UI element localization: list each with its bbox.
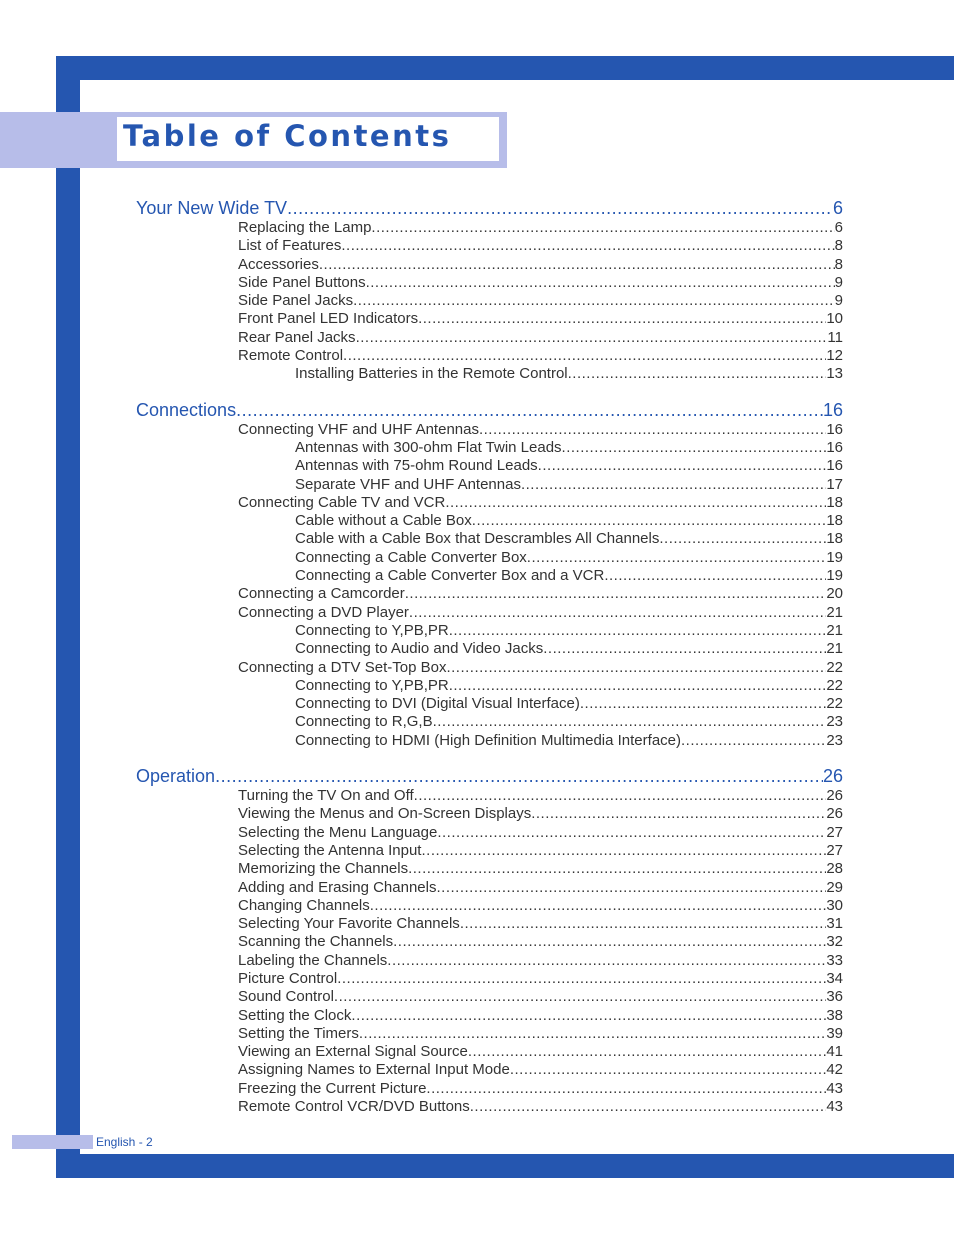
toc-entry-page: 8 bbox=[834, 255, 843, 273]
toc-entry[interactable] bbox=[136, 933, 843, 951]
dot-leader bbox=[460, 915, 827, 933]
frame-top-bar bbox=[56, 56, 954, 80]
toc-entry-page: 12 bbox=[826, 347, 843, 365]
toc-entry-page: 43 bbox=[826, 1079, 843, 1097]
dot-leader bbox=[436, 879, 826, 897]
dot-leader bbox=[426, 1080, 826, 1098]
toc-entry-page: 13 bbox=[826, 365, 843, 383]
toc-entry-label: Connecting a DVD Player bbox=[238, 603, 409, 621]
toc-entry-page: 18 bbox=[826, 493, 843, 511]
dot-leader bbox=[445, 494, 826, 512]
toc-section bbox=[136, 396, 843, 750]
dot-leader bbox=[449, 677, 827, 695]
toc-entry[interactable] bbox=[136, 439, 843, 457]
toc-entry-page: 23 bbox=[826, 713, 843, 731]
dot-leader bbox=[215, 766, 823, 787]
toc-entry[interactable] bbox=[136, 732, 843, 750]
toc-entry-page: 19 bbox=[826, 548, 843, 566]
dot-leader bbox=[421, 842, 826, 860]
toc-entry-label: Labeling the Channels bbox=[238, 951, 388, 969]
dot-leader bbox=[531, 805, 826, 823]
toc-entry-label: Viewing the Menus and On-Screen Displays bbox=[238, 805, 532, 823]
toc-entry-page: 6 bbox=[834, 219, 843, 236]
toc-entry[interactable] bbox=[136, 677, 843, 695]
dot-leader bbox=[334, 988, 826, 1006]
dot-leader bbox=[543, 640, 826, 658]
toc-entry-page: 10 bbox=[826, 310, 843, 328]
dot-leader bbox=[343, 347, 826, 365]
toc-entry[interactable] bbox=[136, 1007, 843, 1025]
toc-entry-label: Selecting Your Favorite Channels bbox=[238, 915, 460, 933]
toc-entry-page: 16 bbox=[826, 457, 843, 475]
toc-entry-label: Connecting to Audio and Video Jacks bbox=[295, 640, 544, 658]
dot-leader bbox=[366, 274, 835, 292]
toc-entry-label: Changing Channels bbox=[238, 896, 370, 914]
toc-entry-label: Connecting a Cable Converter Box and a VCR bbox=[295, 567, 605, 585]
toc-entry[interactable] bbox=[136, 713, 843, 731]
toc-entry-page: 26 bbox=[822, 766, 843, 787]
dot-leader bbox=[510, 1061, 827, 1079]
dot-leader bbox=[370, 897, 827, 915]
toc-entry-page: 31 bbox=[826, 915, 843, 933]
toc-entry[interactable] bbox=[136, 512, 843, 530]
toc-entry-label: Freezing the Current Picture bbox=[238, 1079, 427, 1097]
toc-entry-page: 11 bbox=[827, 328, 843, 346]
toc-entry-page: 30 bbox=[826, 896, 843, 914]
toc-entry-page: 38 bbox=[826, 1006, 843, 1024]
dot-leader bbox=[437, 824, 826, 842]
toc-entry-label: Antennas with 75-ohm Round Leads bbox=[295, 457, 538, 475]
toc-entry-label: Side Panel Jacks bbox=[238, 292, 354, 310]
toc-entry-label: Picture Control bbox=[238, 969, 338, 987]
toc-section-heading[interactable] bbox=[136, 396, 843, 421]
dot-leader bbox=[393, 933, 826, 951]
toc-entry-page: 16 bbox=[826, 438, 843, 456]
toc-entry-page: 21 bbox=[826, 603, 843, 621]
toc-entry[interactable] bbox=[136, 805, 843, 823]
toc-entry[interactable] bbox=[136, 219, 843, 237]
dot-leader bbox=[479, 421, 826, 439]
toc-entry[interactable] bbox=[136, 952, 843, 970]
toc-entry-page: 42 bbox=[826, 1061, 843, 1079]
toc-entry[interactable] bbox=[136, 421, 843, 439]
toc-entry-label: Adding and Erasing Channels bbox=[238, 878, 437, 896]
toc-entry-label: Remote Control VCR/DVD Buttons bbox=[238, 1098, 470, 1116]
toc-entry[interactable] bbox=[136, 567, 843, 585]
toc-entry[interactable] bbox=[136, 530, 843, 548]
frame-left-bar bbox=[56, 56, 80, 1178]
toc-entry-page: 22 bbox=[826, 676, 843, 694]
toc-entry[interactable] bbox=[136, 1043, 843, 1061]
toc-entry-label: Connecting a Camcorder bbox=[238, 585, 405, 603]
toc-entry-page: 16 bbox=[826, 420, 843, 438]
toc-entry[interactable] bbox=[136, 274, 843, 292]
dot-leader bbox=[359, 1025, 826, 1043]
dot-leader bbox=[472, 512, 827, 530]
toc-section bbox=[136, 762, 843, 1116]
toc-entry[interactable] bbox=[136, 842, 843, 860]
table-of-contents bbox=[136, 194, 843, 1128]
toc-entry[interactable] bbox=[136, 1025, 843, 1043]
toc-entry-label: Selecting the Menu Language bbox=[238, 823, 438, 841]
dot-leader bbox=[449, 622, 827, 640]
toc-entry-page: 36 bbox=[826, 988, 843, 1006]
title-box bbox=[117, 117, 499, 161]
toc-entry-page: 8 bbox=[834, 237, 843, 255]
toc-entry[interactable] bbox=[136, 494, 843, 512]
dot-leader bbox=[568, 365, 827, 383]
toc-entry-label: Connecting Cable TV and VCR bbox=[238, 493, 446, 511]
dot-leader bbox=[371, 219, 834, 237]
toc-entry-page: 41 bbox=[826, 1043, 843, 1061]
toc-entry-page: 22 bbox=[826, 695, 843, 713]
dot-leader bbox=[408, 860, 826, 878]
toc-entry[interactable] bbox=[136, 860, 843, 878]
dot-leader bbox=[414, 787, 827, 805]
toc-entry-label: Connecting to Y,PB,PR bbox=[295, 621, 449, 639]
dot-leader bbox=[468, 1043, 826, 1061]
dot-leader bbox=[446, 659, 826, 677]
toc-entry-label: Your New Wide TV bbox=[136, 198, 288, 218]
toc-entry-label: Connecting a Cable Converter Box bbox=[295, 548, 527, 566]
toc-entry-label: Replacing the Lamp bbox=[238, 219, 372, 236]
toc-entry-page: 19 bbox=[826, 567, 843, 585]
toc-entry[interactable] bbox=[136, 1061, 843, 1079]
toc-entry[interactable] bbox=[136, 824, 843, 842]
toc-entry-page: 34 bbox=[826, 969, 843, 987]
toc-entry-label: Memorizing the Channels bbox=[238, 860, 409, 878]
dot-leader bbox=[236, 400, 823, 421]
toc-entry[interactable] bbox=[136, 640, 843, 658]
dot-leader bbox=[287, 198, 833, 219]
toc-entry[interactable] bbox=[136, 365, 843, 383]
toc-entry-label: Cable without a Cable Box bbox=[295, 512, 472, 530]
toc-entry-label: Connecting VHF and UHF Antennas bbox=[238, 420, 479, 438]
dot-leader bbox=[527, 549, 827, 567]
toc-entry-page: 27 bbox=[826, 823, 843, 841]
toc-entry-label: Antennas with 300-ohm Flat Twin Leads bbox=[295, 438, 562, 456]
toc-entry[interactable] bbox=[136, 310, 843, 328]
toc-entry[interactable] bbox=[136, 622, 843, 640]
dot-leader bbox=[433, 713, 827, 731]
dot-leader bbox=[562, 439, 827, 457]
toc-entry-page: 43 bbox=[826, 1098, 843, 1116]
dot-leader bbox=[681, 732, 826, 750]
toc-entry-label: Side Panel Buttons bbox=[238, 273, 366, 291]
toc-entry-label: Selecting the Antenna Input bbox=[238, 841, 422, 859]
toc-entry-page: 26 bbox=[826, 787, 843, 805]
dot-leader bbox=[356, 329, 828, 347]
toc-entry-label: Accessories bbox=[238, 255, 319, 273]
toc-entry-page: 20 bbox=[826, 585, 843, 603]
dot-leader bbox=[418, 310, 826, 328]
toc-entry-page: 18 bbox=[826, 512, 843, 530]
dot-leader bbox=[470, 1098, 827, 1116]
toc-entry-label: Connecting to DVI (Digital Visual Interface) bbox=[295, 695, 580, 713]
frame-bottom-bar bbox=[56, 1154, 954, 1178]
toc-entry-page: 21 bbox=[826, 640, 843, 658]
toc-entry-label: Viewing an External Signal Source bbox=[238, 1043, 468, 1061]
toc-entry-label: Sound Control bbox=[238, 988, 334, 1006]
dot-leader bbox=[405, 585, 827, 603]
toc-section-heading[interactable] bbox=[136, 762, 843, 787]
toc-entry[interactable] bbox=[136, 237, 843, 255]
toc-entry-page: 6 bbox=[832, 198, 843, 218]
toc-entry[interactable] bbox=[136, 585, 843, 603]
toc-entry-page: 29 bbox=[826, 878, 843, 896]
toc-entry[interactable] bbox=[136, 329, 843, 347]
toc-entry-label: Separate VHF and UHF Antennas bbox=[295, 475, 521, 493]
toc-entry-page: 28 bbox=[826, 860, 843, 878]
toc-entry[interactable] bbox=[136, 256, 843, 274]
toc-entry-label: Turning the TV On and Off bbox=[238, 787, 414, 805]
toc-entry[interactable] bbox=[136, 604, 843, 622]
toc-entry-label: Setting the Timers bbox=[238, 1024, 359, 1042]
toc-entry-page: 16 bbox=[822, 399, 843, 420]
toc-entry-page: 9 bbox=[834, 292, 843, 310]
toc-entry-page: 18 bbox=[826, 530, 843, 548]
dot-leader bbox=[341, 237, 834, 255]
dot-leader bbox=[659, 530, 826, 548]
toc-entry[interactable] bbox=[136, 1080, 843, 1098]
toc-entry-page: 39 bbox=[826, 1024, 843, 1042]
dot-leader bbox=[409, 604, 826, 622]
toc-entry[interactable] bbox=[136, 347, 843, 365]
toc-entry[interactable] bbox=[136, 787, 843, 805]
toc-entry-label: Connecting a DTV Set-Top Box bbox=[238, 658, 447, 676]
dot-leader bbox=[387, 952, 826, 970]
footer-bar bbox=[12, 1135, 93, 1149]
toc-entry[interactable] bbox=[136, 970, 843, 988]
dot-leader bbox=[521, 476, 826, 494]
toc-entry-label: Installing Batteries in the Remote Control bbox=[295, 365, 568, 383]
toc-entry-page: 22 bbox=[826, 658, 843, 676]
toc-entry-page: 33 bbox=[826, 951, 843, 969]
toc-entry[interactable] bbox=[136, 457, 843, 475]
dot-leader bbox=[538, 457, 827, 475]
page-title: Table of Contents bbox=[123, 119, 452, 153]
dot-leader bbox=[351, 1007, 826, 1025]
toc-entry[interactable] bbox=[136, 292, 843, 310]
toc-entry-label: Connecting to R,G,B bbox=[295, 713, 433, 731]
dot-leader bbox=[604, 567, 826, 585]
toc-entry[interactable] bbox=[136, 915, 843, 933]
toc-entry[interactable] bbox=[136, 476, 843, 494]
toc-entry-page: 26 bbox=[826, 805, 843, 823]
toc-entry-label: Connections bbox=[136, 399, 237, 420]
toc-entry-page: 27 bbox=[826, 841, 843, 859]
toc-entry-page: 23 bbox=[826, 731, 843, 749]
toc-entry-label: Cable with a Cable Box that Descrambles All Channels bbox=[295, 530, 660, 548]
toc-entry-label: Assigning Names to External Input Mode bbox=[238, 1061, 510, 1079]
toc-entry-label: Setting the Clock bbox=[238, 1006, 352, 1024]
toc-entry[interactable] bbox=[136, 659, 843, 677]
toc-entry-page: 32 bbox=[826, 933, 843, 951]
toc-entry-label: Remote Control bbox=[238, 347, 344, 365]
dot-leader bbox=[580, 695, 826, 713]
toc-entry[interactable] bbox=[136, 695, 843, 713]
toc-entry-page: 17 bbox=[826, 475, 843, 493]
toc-entry-label: Rear Panel Jacks bbox=[238, 328, 356, 346]
dot-leader bbox=[337, 970, 826, 988]
toc-entry[interactable] bbox=[136, 879, 843, 897]
toc-entry-label: Connecting to Y,PB,PR bbox=[295, 676, 449, 694]
toc-entry-label: List of Features bbox=[238, 237, 342, 255]
toc-entry-label: Front Panel LED Indicators bbox=[238, 310, 419, 328]
dot-leader bbox=[353, 292, 835, 310]
toc-entry[interactable] bbox=[136, 549, 843, 567]
toc-entry[interactable] bbox=[136, 897, 843, 915]
toc-section-heading[interactable] bbox=[136, 194, 843, 219]
page-number: English - 2 bbox=[96, 1135, 153, 1149]
toc-entry-label: Scanning the Channels bbox=[238, 933, 394, 951]
toc-entry-page: 9 bbox=[834, 273, 843, 291]
toc-entry-page: 21 bbox=[826, 621, 843, 639]
toc-entry-label: Operation bbox=[136, 766, 216, 787]
toc-entry[interactable] bbox=[136, 1098, 843, 1116]
dot-leader bbox=[319, 256, 835, 274]
toc-entry[interactable] bbox=[136, 988, 843, 1006]
toc-entry-label: Connecting to HDMI (High Definition Multimedia Interface) bbox=[295, 731, 681, 749]
toc-section bbox=[136, 194, 843, 384]
